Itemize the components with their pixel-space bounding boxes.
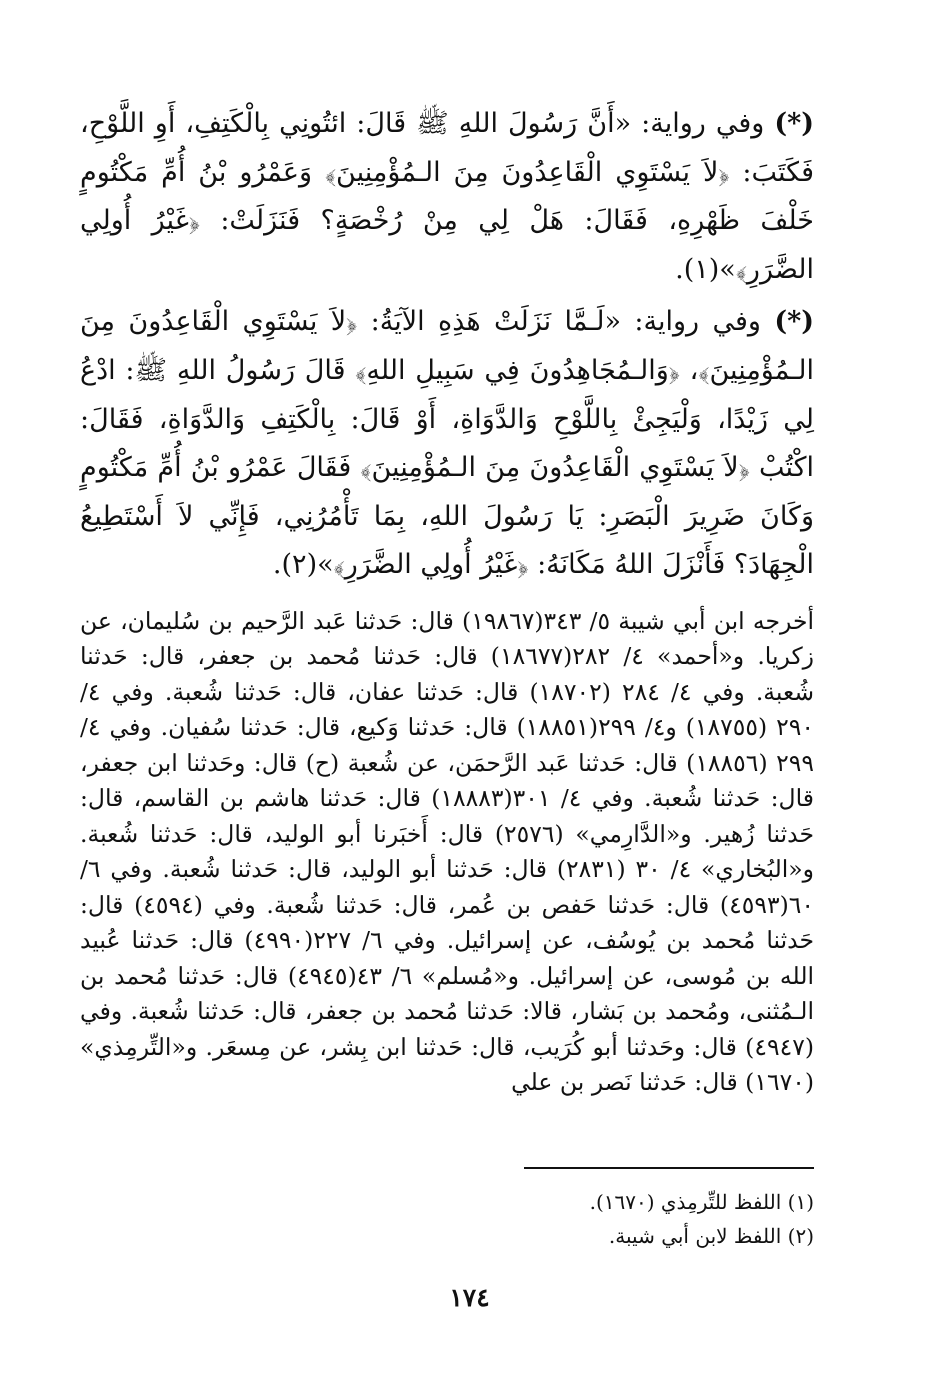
star-marker-2: (*) [774, 306, 814, 338]
hadith-paragraph-1 [80, 100, 814, 294]
footnote-1: (١) اللفظ للتِّرمِذي (١٦٧٠). [589, 1190, 814, 1214]
footnotes [214, 1185, 814, 1253]
page-body [80, 100, 814, 1124]
hadith-text-1: وفي رواية: «أَنَّ رَسُولَ اللهِ ﷺ قَالَ: ائتُونِي بِالْكَتِفِ، أَوِ اللَّوْحِ، فَكَتَبَ: ﴿لاَ يَسْتَوِي الْقَاعِدُونَ مِنَ الـمُؤْمِنِينَ﴾ وَعَمْرُو بْنُ أُمِّ مَكْتُومٍ خَلْفَ ظَهْرِهِ، فَقَالَ: هَلْ لِي مِنْ رُخْصَةٍ؟ فَنَزَلَتْ: ﴿غَيْرُ أُولِي الضَّرَرِ﴾»(١). [80, 108, 814, 285]
page-number: ١٧٤ [449, 1283, 490, 1312]
hadith-text-2: وفي رواية: «لَـمَّا نَزَلَتْ هَذِهِ الآيَةُ: ﴿لاَ يَسْتَوِي الْقَاعِدُونَ مِنَ الـمُؤْمِنِينَ﴾، ﴿وَالـمُجَاهِدُونَ فِي سَبِيلِ اللهِ﴾ قَالَ رَسُولُ اللهِ ﷺ: ادْعُ لِي زَيْدًا، وَلْيَجِئْ بِاللَّوْحِ وَالدَّوَاةِ، أَوْ قَالَ: بِالْكَتِفِ وَالدَّوَاةِ، فَقَالَ: اكْتُبْ ﴿لاَ يَسْتَوِي الْقَاعِدُونَ مِنَ الـمُؤْمِنِينَ﴾ فَقَالَ عَمْرُو بْنُ أُمِّ مَكْتُومٍ وَكَانَ ضَرِيرَ الْبَصَرِ: يَا رَسُولَ اللهِ، بِمَا تَأْمُرُنِي، فَإِنِّي لاَ أَسْتَطِيعُ الْجِهَادَ؟ فَأَنْزَلَ اللهُ مَكَانَهُ: ﴿غَيْرُ أُولِي الضَّرَرِ﴾»(٢). [80, 306, 814, 581]
hadith-paragraph-2 [80, 298, 814, 590]
footnote-divider [524, 1167, 814, 1169]
star-marker-1: (*) [774, 108, 814, 139]
footnote-2: (٢) اللفظ لابن أبي شيبة. [608, 1224, 814, 1248]
takhrij-paragraph: أخرجه ابن أبي شيبة ٥/ ٣٤٣(١٩٨٦٧) قال: حَدثنا عَبد الرَّحيم بن سُليمان، عن زكريا. و«أحمد» ٤/ ٢٨٢(١٨٦٧٧) قال: حَدثنا مُحمد بن جعفر، قال: حَدثنا شُعبة. وفي ٤/ ٢٨٤ (١٨٧٠٢) قال: حَدثنا عفان، قال: حَدثنا شُعبة. وفي ٤/ ٢٩٠ (١٨٧٥٥) و٤/ ٢٩٩(١٨٨٥١) قال: حَدثنا وَكيع، قال: حَدثنا سُفيان. وفي ٤/ ٢٩٩ (١٨٨٥٦) قال: حَدثنا عَبد الرَّحمَن، عن شُعبة (ح) قال: وحَدثنا ابن جعفر، قال: حَدثنا شُعبة. وفي ٤/ ٣٠١(١٨٨٨٣) قال: حَدثنا هاشم بن القاسم، قال: حَدثنا زُهير. و«الدَّارِمي» (٢٥٧٦) قال: أَخبَرنا أبو الوليد، قال: حَدثنا شُعبة. و«البُخاري» ٤/ ٣٠ (٢٨٣١) قال: حَدثنا أبو الوليد، قال: حَدثنا شُعبة. وفي ٦/ ٦٠(٤٥٩٣) قال: حَدثنا حَفص بن عُمر، قال: حَدثنا شُعبة. وفي (٤٥٩٤) قال: حَدثنا مُحمد بن يُوسُف، عن إسرائيل. وفي ٦/ ٢٢٧(٤٩٩٠) قال: حَدثنا عُبيد الله بن مُوسى، عن إسرائيل. و«مُسلم» ٦/ ٤٣(٤٩٤٥) قال: حَدثنا مُحمد بن الـمُثنى، ومُحمد بن بَشار، قالا: حَدثنا مُحمد بن جعفر، قال: حَدثنا شُعبة. وفي (٤٩٤٧) قال: وحَدثنا أبو كُرَيب، قال: حَدثنا ابن بِشر، عن مِسعَر. و«التِّرمِذي» (١٦٧٠) قال: حَدثنا نَصر بن علي [80, 606, 815, 1097]
